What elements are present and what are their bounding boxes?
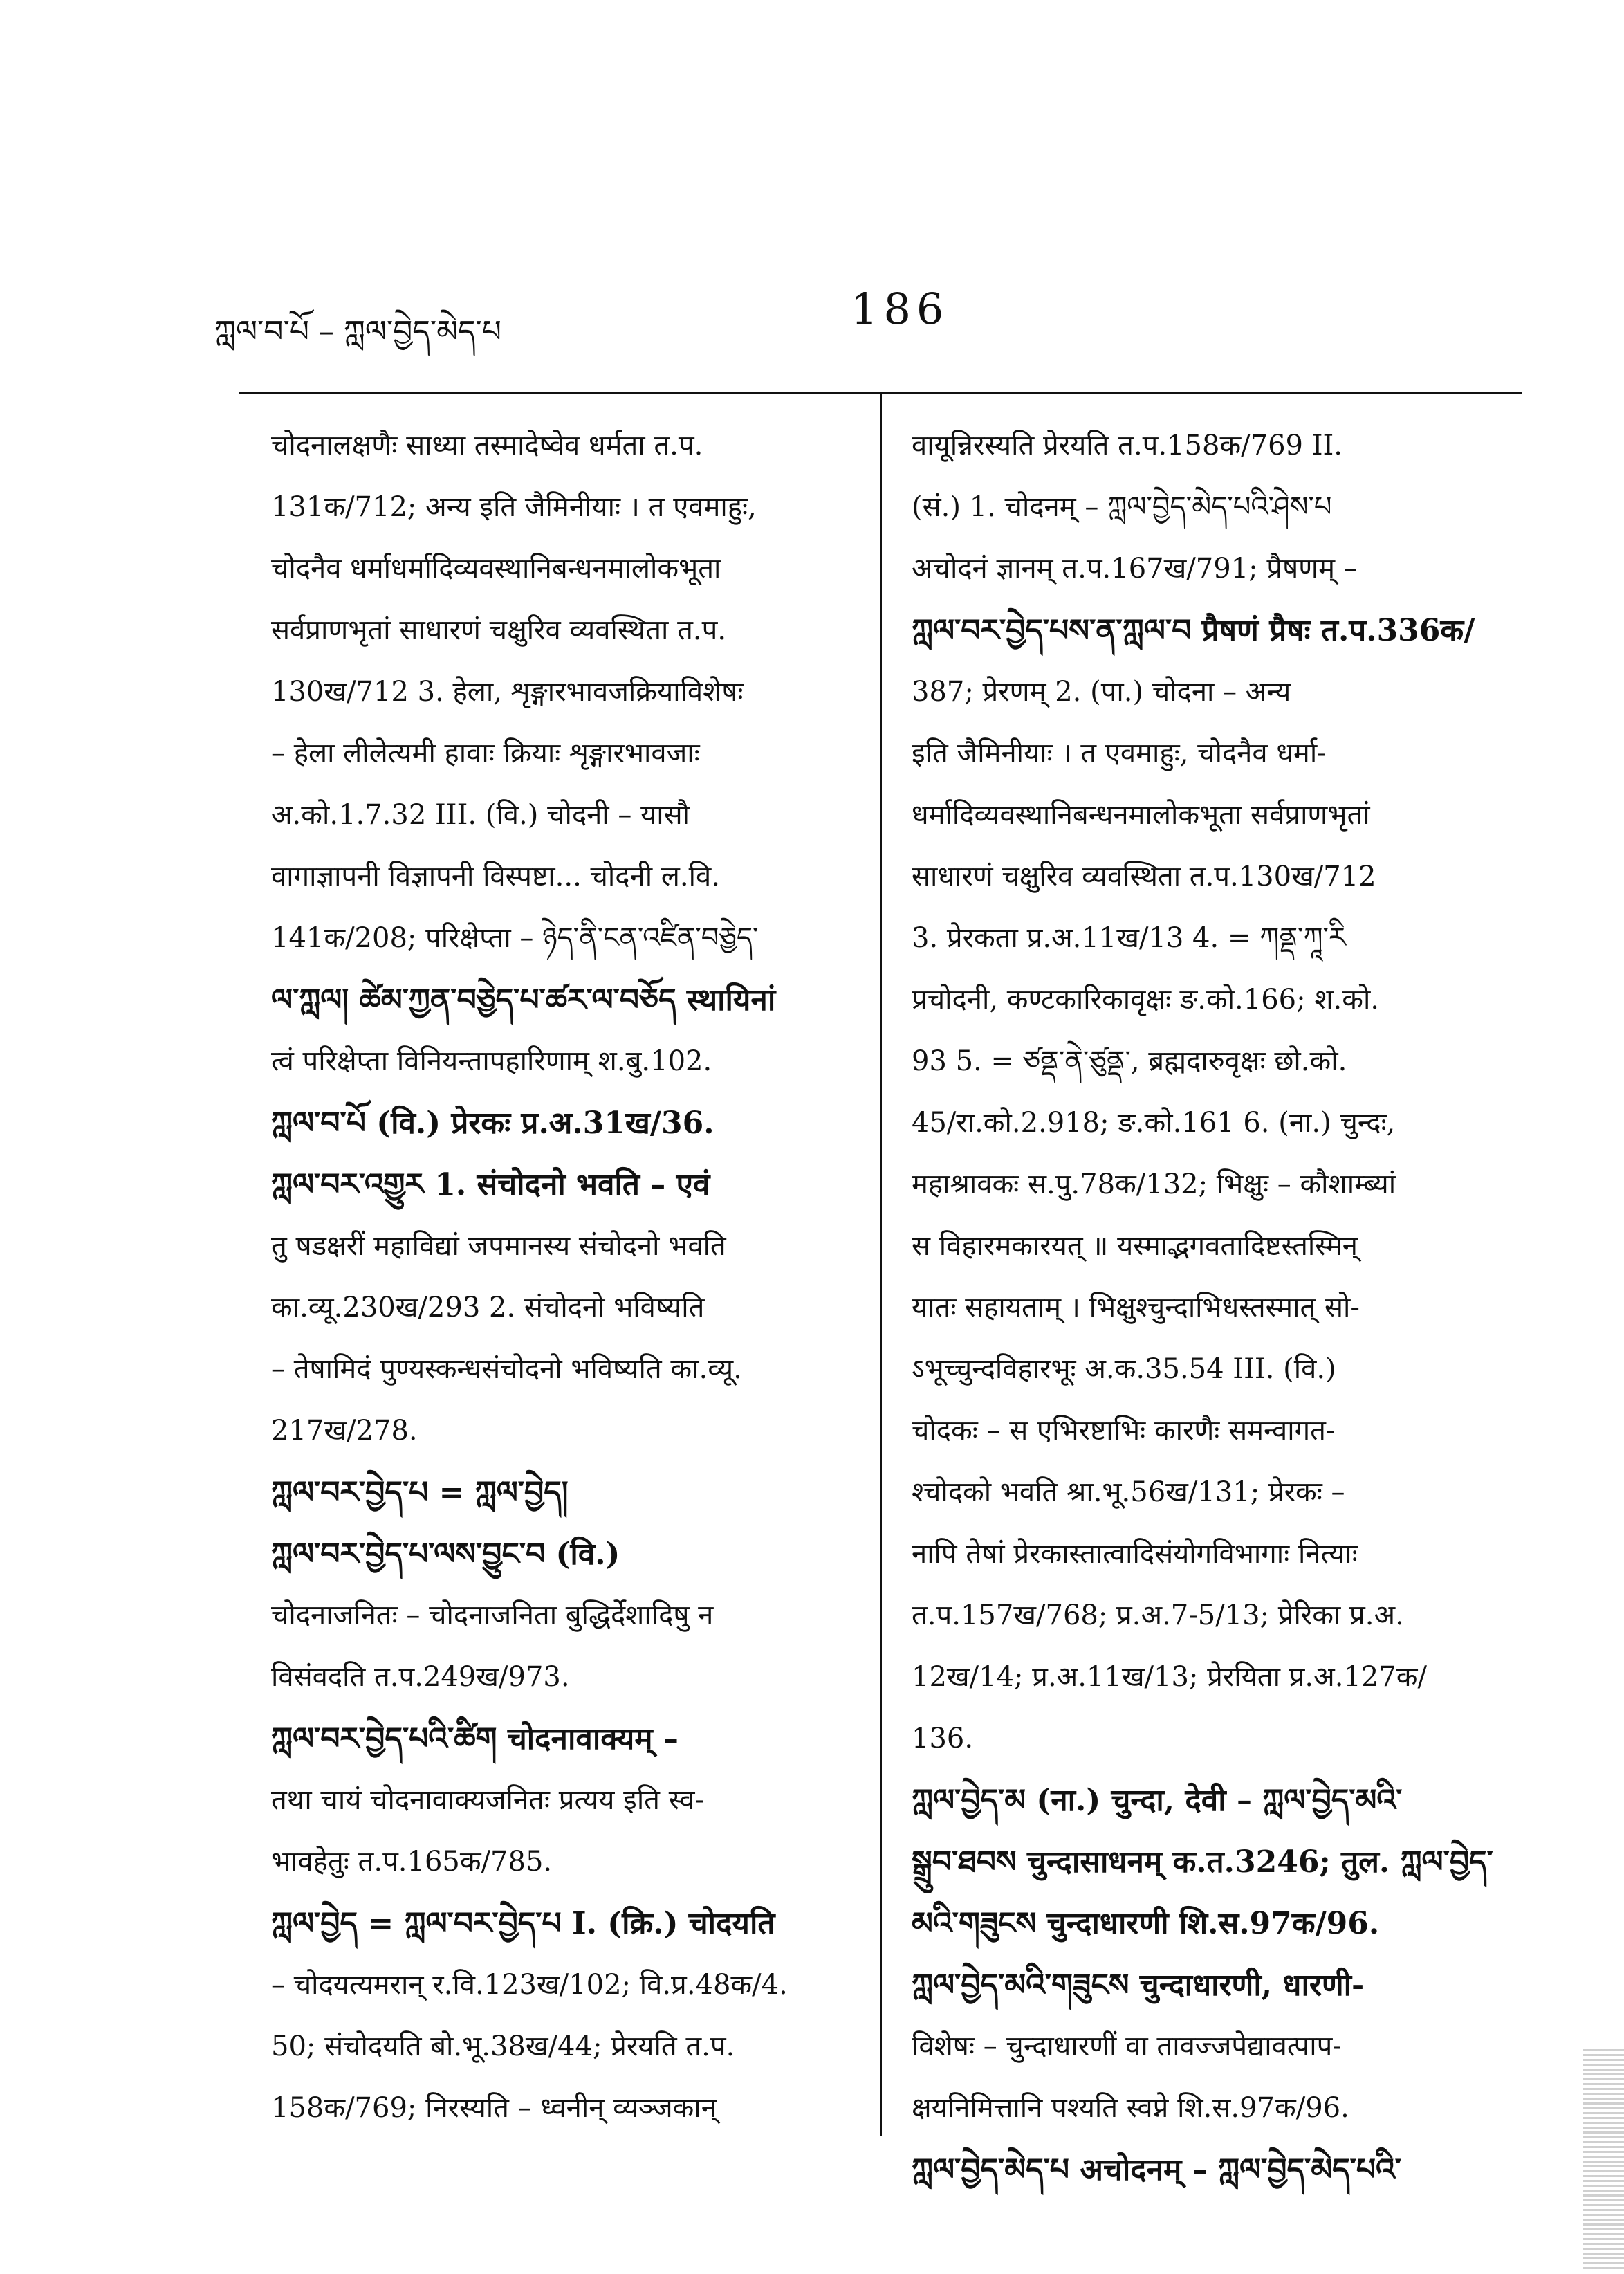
text-line: वायून्निरस्यति प्रेरयति त.प.158क/769 II. xyxy=(912,430,1343,461)
column-divider xyxy=(880,393,882,2136)
text-line: ཀླལ་བར་བྱེད་པ = ཀླལ་བྱེད། xyxy=(271,1475,569,1510)
text-line: ཀླལ་བ་པོ (वि.) प्रेरकः प्र.अ.31ख/36. xyxy=(271,1106,714,1141)
text-line: अचोदनं ज्ञानम् त.प.167ख/791; प्रैषणम् – xyxy=(912,553,1358,585)
text-line: ལ་ཀླལ། ཚེམ་ཀྱན་བཅྱེད་པ་ཚར་ལ་བཅོད स्थायिनां xyxy=(271,982,776,1018)
text-line: इति जैमिनीयाः । त एवमाहुः, चोदनैव धर्मा- xyxy=(912,737,1327,769)
text-line: 12ख/14; प्र.अ.11ख/13; प्रेरयिता प्र.अ.127क/ xyxy=(912,1661,1427,1693)
page-number: 186 xyxy=(851,284,950,334)
text-line: साधारणं चक्षुरिव व्यवस्थिता त.प.130ख/712 xyxy=(912,861,1376,892)
text-line: ऽभूच्चुन्दविहारभूः अ.क.35.54 III. (वि.) xyxy=(912,1353,1336,1385)
text-line: सर्वप्राणभृतां साधारणं चक्षुरिव व्यवस्थिता त.प. xyxy=(271,614,727,646)
text-line: चोदकः – स एभिरष्टाभिः कारणैः समन्वागत- xyxy=(912,1415,1336,1447)
left-column xyxy=(271,415,859,2139)
text-line: स विहारमकारयत् ॥ यस्माद्भगवतादिष्टस्तस्मिन् xyxy=(912,1230,1358,1262)
text-line: 387; प्रेरणम् 2. (पा.) चोदना – अन्य xyxy=(912,676,1291,708)
text-line: མའི་གཟུངས चुन्दाधारणी शि.स.97क/96. xyxy=(912,1906,1380,1941)
text-line: 3. प्रेरकता प्र.अ.11ख/13 4. = ཀནྡ་ཀཱ་རི xyxy=(912,922,1346,954)
text-line: चोदनाजनितः – चोदनाजनिता बुद्धिर्देशादिषु न xyxy=(271,1599,714,1631)
text-line: ཀླལ་བྱེད = ཀླལ་བར་བྱེད་པ I. (क्रि.) चोदयति xyxy=(271,1906,775,1941)
text-line: तु षडक्षरीं महाविद्यां जपमानस्य संचोदनो भवति xyxy=(271,1230,726,1262)
text-line: ཀླལ་བར་འགྱུར 1. संचोदनो भवति – एवं xyxy=(271,1167,710,1202)
text-line: – चोदयत्यमरान् र.वि.123ख/102; वि.प्र.48क/4. xyxy=(271,1969,788,2001)
text-line: महाश्रावकः स.पु.78क/132; भिक्षुः – कौशाम्ब्यां xyxy=(912,1168,1396,1200)
text-line: 93 5. = ཙནྡ་ནེ་ཙུནྡ་, ब्रह्मदारुवृक्षः छो.को. xyxy=(912,1045,1347,1077)
text-line: 217ख/278. xyxy=(271,1415,418,1447)
text-line: 130ख/712 3. हेला, शृङ्गारभावजक्रियाविशेषः xyxy=(271,676,744,708)
text-line: भावहेतुः त.प.165क/785. xyxy=(271,1846,553,1878)
text-line: तथा चायं चोदनावाक्यजनितः प्रत्यय इति स्व- xyxy=(271,1784,705,1816)
text-line: 131क/712; अन्य इति जैमिनीयाः । त एवमाहुः, xyxy=(271,491,757,523)
right-column xyxy=(912,415,1520,2201)
text-line: नापि तेषां प्रेरकास्तात्वादिसंयोगविभागाः नित्याः xyxy=(912,1538,1358,1570)
text-line: ཀླལ་བྱེད་མེད་པ अचोदनम् – ཀླལ་བྱེད་མེད་པའི་ xyxy=(912,2152,1401,2188)
text-line: त्वं परिक्षेप्ता विनियन्तापहारिणाम् श.बु.102. xyxy=(271,1045,712,1077)
text-line: विसंवदति त.प.249ख/973. xyxy=(271,1661,570,1693)
text-line: यातः सहायताम् । भिक्षुश्चुन्दाभिधस्तस्मात् सो- xyxy=(912,1292,1360,1323)
text-line: – तेषामिदं पुण्यस्कन्धसंचोदनो भविष्यति का.व्यू. xyxy=(271,1353,742,1385)
text-line: (सं.) 1. चोदनम् – ཀླལ་བྱེད་མེད་པའི་ཤེས་པ xyxy=(912,491,1332,523)
text-line: क्षयनिमित्तानि पश्यति स्वप्ने शि.स.97क/96. xyxy=(912,2092,1349,2124)
text-line: ཀླལ་བྱེད་མ (ना.) चुन्दा, देवी – ཀླལ་བྱེད་མའི་ xyxy=(912,1783,1403,1818)
text-line: का.व्यू.230ख/293 2. संचोदनो भविष्यति xyxy=(271,1292,705,1323)
text-line: चोदनालक्षणैः साध्या तस्मादेष्वेव धर्मता त.प. xyxy=(271,430,703,461)
running-head: ཀླལ་བ་པོ – ཀླལ་བྱེད་མེད་པ xyxy=(214,314,501,349)
text-line: ཀླལ་བྱེད་མའི་གཟུངས चुन्दाधारणी, धारणी- xyxy=(912,1968,1365,2003)
text-line: – हेला लीलेत्यमी हावाः क्रियाः शृङ्गारभावजाः xyxy=(271,737,700,769)
text-line: अ.को.1.7.32 III. (वि.) चोदनी – यासौ xyxy=(271,799,690,831)
text-line: སྒྲུབ་ཐབས चुन्दासाधनम् क.त.3246; तुल. ཀླལ་བྱེད་ xyxy=(912,1844,1493,1880)
text-line: 50; संचोदयति बो.भू.38ख/44; प्रेरयति त.प. xyxy=(271,2030,735,2062)
text-line: चोदनैव धर्माधर्मादिव्यवस्थानिबन्धनमालोकभूता xyxy=(271,553,721,585)
text-line: 141क/208; परिक्षेप्ता – ཉེད་ནི་ངན་འཛིན་བཅྱེད་ xyxy=(271,922,759,954)
text-line: 45/रा.को.2.918; ङ.को.161 6. (ना.) चुन्दः, xyxy=(912,1107,1396,1139)
text-line: 158क/769; निरस्यति – ध्वनीन् व्यञ्जकान् xyxy=(271,2092,717,2124)
page-edge-shading xyxy=(1583,2048,1624,2269)
text-line: धर्मादिव्यवस्थानिबन्धनमालोकभूता सर्वप्राणभृतां xyxy=(912,799,1370,831)
text-line: ཀླལ་བར་བྱེད་པས་ན་ཀླལ་བ प्रैषणं प्रैषः त.प.336क/ xyxy=(912,613,1475,648)
text-line: ཀླལ་བར་བྱེད་པའི་ཚིག चोदनावाक्यम् – xyxy=(271,1721,679,1757)
text-line: 136. xyxy=(912,1723,974,1754)
text-line: प्रचोदनी, कण्टकारिकावृक्षः ङ.को.166; श.को. xyxy=(912,984,1380,1016)
text-line: श्चोदको भवति श्रा.भू.56ख/131; प्रेरकः – xyxy=(912,1476,1345,1508)
text-line: विशेषः – चुन्दाधारणीं वा तावज्जपेद्यावत्पाप- xyxy=(912,2030,1342,2062)
text-line: वागाज्ञापनी विज्ञापनी विस्पष्टा... चोदनी ल.वि. xyxy=(271,861,720,892)
text-line: ཀླལ་བར་བྱེད་པ་ལས་བྱུང་བ (वि.) xyxy=(271,1537,620,1572)
text-line: त.प.157ख/768; प्र.अ.7-5/13; प्रेरिका प्र.अ. xyxy=(912,1599,1404,1631)
